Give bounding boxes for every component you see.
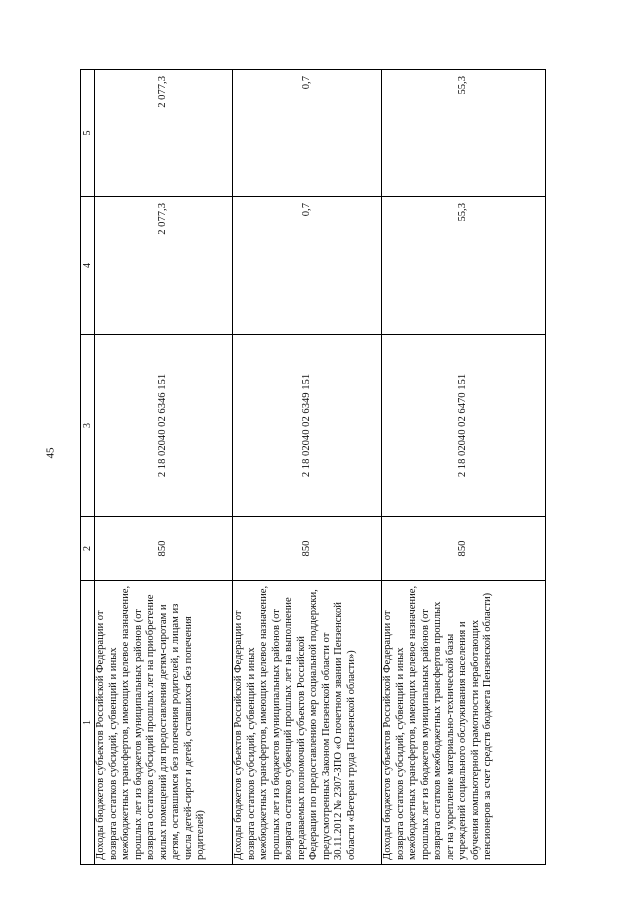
table-header-row: [81, 70, 95, 865]
header-col-1: 1: [81, 581, 95, 865]
row-kbk-code: 2 18 02040 02 6470 151: [382, 335, 546, 517]
header-col-5: 5: [81, 70, 95, 197]
row-fact-value: 0,7: [233, 70, 382, 197]
row-plan-value: 55,3: [382, 197, 546, 335]
table-row: [382, 70, 546, 865]
row-description: Доходы бюджетов субъектов Российской Федерации от возврата остатков субсидий, субвенций и иных межбюджетных трансфертов, имеющих целевое назначение, прошлых лет из бюджетов муниципальных районов (от возврата остатков субвенций прошлых лет на выполнение передаваемых полномочий субъектов Российской Федерации по предоставлению мер социальной поддержки, предусмотренных Законом Пензенской области от 30.11.2012 № 2307-ЗПО «О почетном звании Пензенской области «Ветеран труда Пензенской области»): [233, 581, 382, 865]
header-col-4: 4: [81, 197, 95, 335]
row-admin-code: 850: [382, 517, 546, 581]
table-row: [233, 70, 382, 865]
row-kbk-code: 2 18 02040 02 6346 151: [95, 335, 233, 517]
row-description: Доходы бюджетов субъектов Российской Федерации от возврата остатков субсидий, субвенций и иных межбюджетных трансфертов, имеющих целевое назначение, прошлых лет из бюджетов муниципальных районов (от возврата остатков межбюджетных трансфертов прошлых лет на укрепление материально-технической базы учреждений социального обслуживания населения и обучения компьютерной грамотности неработающих пенсионеров за счет средств бюджета Пензенской области): [382, 581, 546, 865]
page-number: [42, 443, 58, 463]
page-number-text: 45: [44, 447, 56, 459]
table-row: [95, 70, 233, 865]
header-col-3: 3: [81, 335, 95, 517]
header-col-2: 2: [81, 517, 95, 581]
row-plan-value: 2 077,3: [95, 197, 233, 335]
row-kbk-code: 2 18 02040 02 6349 151: [233, 335, 382, 517]
row-admin-code: 850: [233, 517, 382, 581]
revenue-table: [80, 69, 546, 865]
row-fact-value: 2 077,3: [95, 70, 233, 197]
rotated-table-container: [80, 70, 546, 865]
row-admin-code: 850: [95, 517, 233, 581]
row-fact-value: 55,3: [382, 70, 546, 197]
row-description: Доходы бюджетов субъектов Российской Федерации от возврата остатков субсидий, субвенций и иных межбюджетных трансфертов, имеющих целевое назначение, прошлых лет из бюджетов муниципальных районов (от возврата остатков субсидий прошлых лет на приобретение жилых помещений для предоставления детям-сиротам и детям, оставшимся без попечения родителей, и лицам из числа детей-сирот и детей, оставшихся без попечения родителей): [95, 581, 233, 865]
row-plan-value: 0,7: [233, 197, 382, 335]
